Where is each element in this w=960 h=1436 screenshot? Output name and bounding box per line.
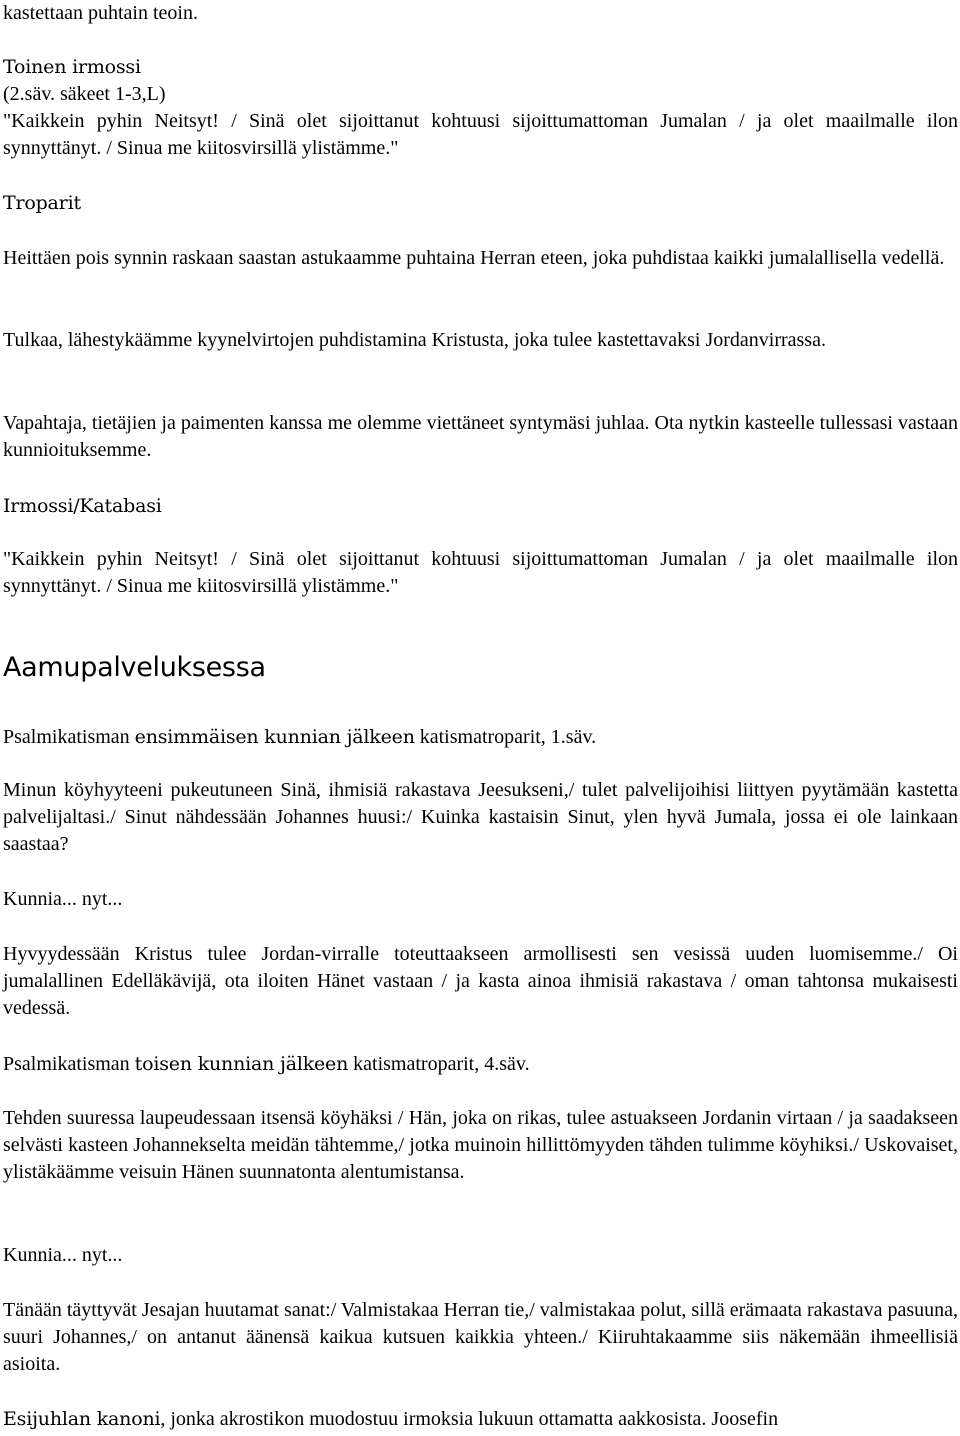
- kathisma-troparion-1: Minun köyhyyteeni pukeutuneen Sinä, ihmisiä rakastava Jeesukseni,/ tulet palvelijoihisi liittyen pyytämään kastetta palvelijaltasi./ Sinut nähdessään Johannes huusi:/ Kuinka kastaisin Sinut, ylen hyvä Jumala, jossa ei ole lainkaan saastaa?: [3, 779, 958, 855]
- continuation-line: kastettaan puhtain teoin.: [3, 2, 198, 24]
- kathisma-1-prefix: Psalmikatisman: [3, 726, 135, 748]
- toinen-irmossi-heading: Toinen irmossi: [3, 56, 141, 78]
- toinen-irmossi-text: "Kaikkein pyhin Neitsyt! / Sinä olet sijoittanut kohtuusi sijoittumattoman Jumalan / ja olet maailmalle ilon synnyttänyt. / Sinua me kiitosvirsillä ylistämme.": [3, 110, 958, 159]
- kathisma-2-prefix: Psalmikatisman: [3, 1053, 135, 1075]
- aamupalveluksessa-heading: Aamupalveluksessa: [3, 652, 266, 683]
- troparion-3: Vapahtaja, tietäjien ja paimenten kanssa me olemme viettäneet syntymäsi juhlaa. Ota nytkin kasteelle tullessasi vastaan kunnioituksemme.: [3, 412, 958, 461]
- kanoni-suffix: , jonka akrostikon muodostuu irmoksia lukuun ottamatta aakkosista. Joosefin: [160, 1408, 779, 1430]
- irmossi-katabasi-text: "Kaikkein pyhin Neitsyt! / Sinä olet sijoittanut kohtuusi sijoittumattoman Jumalan / ja olet maailmalle ilon synnyttänyt. / Sinua me kiitosvirsillä ylistämme.": [3, 548, 958, 597]
- kathisma-troparion-3: Tehden suuressa laupeudessaan itsensä köyhäksi / Hän, joka on rikas, tulee astuakseen Jordanin virtaan / ja saadakseen selvästi kasteen Johannekselta meidän tähtemme,/ jotka muinoin hillittömyyden tähden tulimme köyhiksi./ Uskovaiset, ylistäkäämme veisuin Hänen suunnatonta alentumistansa.: [3, 1107, 958, 1183]
- toinen-irmossi-meta: (2.säv. säkeet 1-3,L): [3, 83, 166, 105]
- troparion-2: Tulkaa, lähestykäämme kyynelvirtojen puhdistamina Kristusta, joka tulee kastettavaksi Jordanvirrassa.: [3, 329, 826, 351]
- kathisma-2-line: [3, 1051, 958, 1078]
- esijuhlan-kanoni-line: [3, 1406, 958, 1433]
- troparit-heading: Troparit: [3, 192, 81, 214]
- kunnia-nyt-2: Kunnia... nyt...: [3, 1244, 123, 1266]
- kathisma-troparion-4: Tänään täyttyvät Jesajan huutamat sanat:/ Valmistakaa Herran tie,/ valmistakaa polut, sillä erämaata rakastava pasuuna, suuri Johannes,/ on antanut äänensä kaikua kutsuen kaikkia yhteen./ Kiiruhtakaamme siis näkemään ihmeellisiä asioita.: [3, 1299, 958, 1375]
- kathisma-1-highlight: ensimmäisen kunnian jälkeen: [134, 726, 415, 748]
- kathisma-2-highlight: toisen kunnian jälkeen: [134, 1053, 349, 1075]
- troparion-1: Heittäen pois synnin raskaan saastan astukaamme puhtaina Herran eteen, joka puhdistaa kaikki jumalallisella vedellä.: [3, 247, 945, 269]
- irmossi-katabasi-heading: Irmossi/Katabasi: [3, 495, 162, 517]
- kathisma-troparion-2: Hyvyydessään Kristus tulee Jordan-virralle toteuttaakseen armollisesti sen vesissä uuden luomisemme./ Oi jumalallinen Edelläkävijä, ota iloiten Hänet vastaan / ja kasta ainoa ihmisiä rakastava / oman tahtonsa mukaisesti vedessä.: [3, 943, 958, 1019]
- kanoni-highlight: Esijuhlan kanoni: [3, 1408, 161, 1430]
- kathisma-2-suffix: katismatroparit, 4.säv.: [348, 1053, 530, 1075]
- kathisma-1-suffix: katismatroparit, 1.säv.: [414, 726, 597, 748]
- kunnia-nyt-1: Kunnia... nyt...: [3, 888, 123, 910]
- kathisma-1-line: [3, 724, 958, 751]
